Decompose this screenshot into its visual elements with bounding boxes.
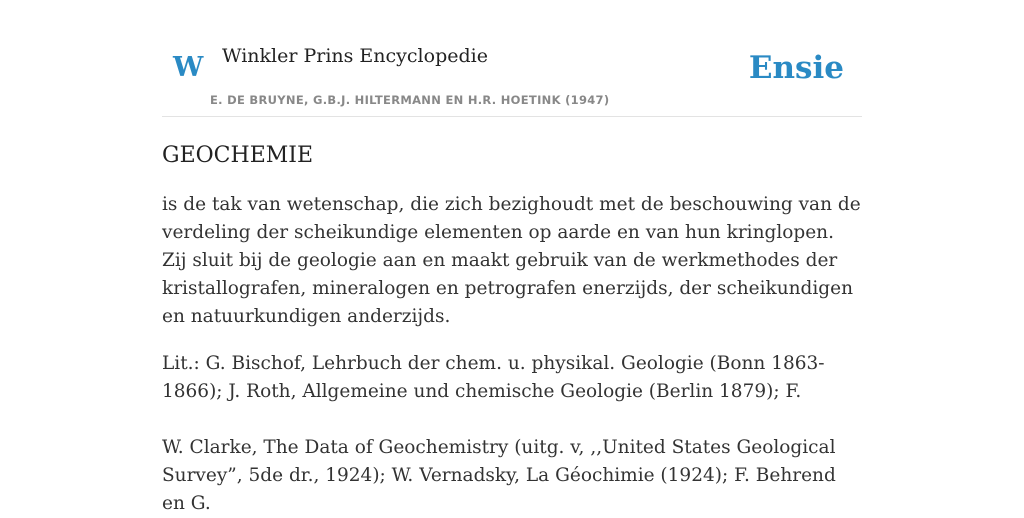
article-title: GEOCHEMIE [162, 143, 314, 168]
literature-paragraph: Lit.: G. Bischof, Lehrbuch der chem. u. physikal. Geologie (Bonn 1863-1866); J. Roth, Allgemeine und chemische Geologie (Berlin 1879); F. [162, 353, 825, 402]
literature-paragraph-continued: W. Clarke, The Data of Geochemistry (uitg. v, ,,United States Geological Survey”, 5de dr., 1924); W. Vernadsky, La Géochimie (1924); F. Behrend en G. [162, 437, 836, 514]
site-title[interactable]: Winkler Prins Encyclopedie [222, 45, 488, 67]
article-paragraph: is de tak van wetenschap, die zich bezighoudt met de beschouwing van de verdeling der scheikundige elementen op aarde en van hun kringlopen. Zij sluit bij de geologie aan en maakt gebruik van de werkmethodes der kristallografen, mineralogen en petrografen enerzijds, der scheikundigen en natuurkundigen anderzijds. [162, 194, 861, 327]
source-authors: E. DE BRUYNE, G.B.J. HILTERMANN EN H.R. HOETINK (1947) [210, 93, 610, 107]
page-content [162, 0, 862, 518]
encyclopedia-logo[interactable]: W [173, 52, 204, 83]
ensie-logo[interactable]: Ensie [748, 50, 844, 86]
site-header [162, 0, 862, 117]
